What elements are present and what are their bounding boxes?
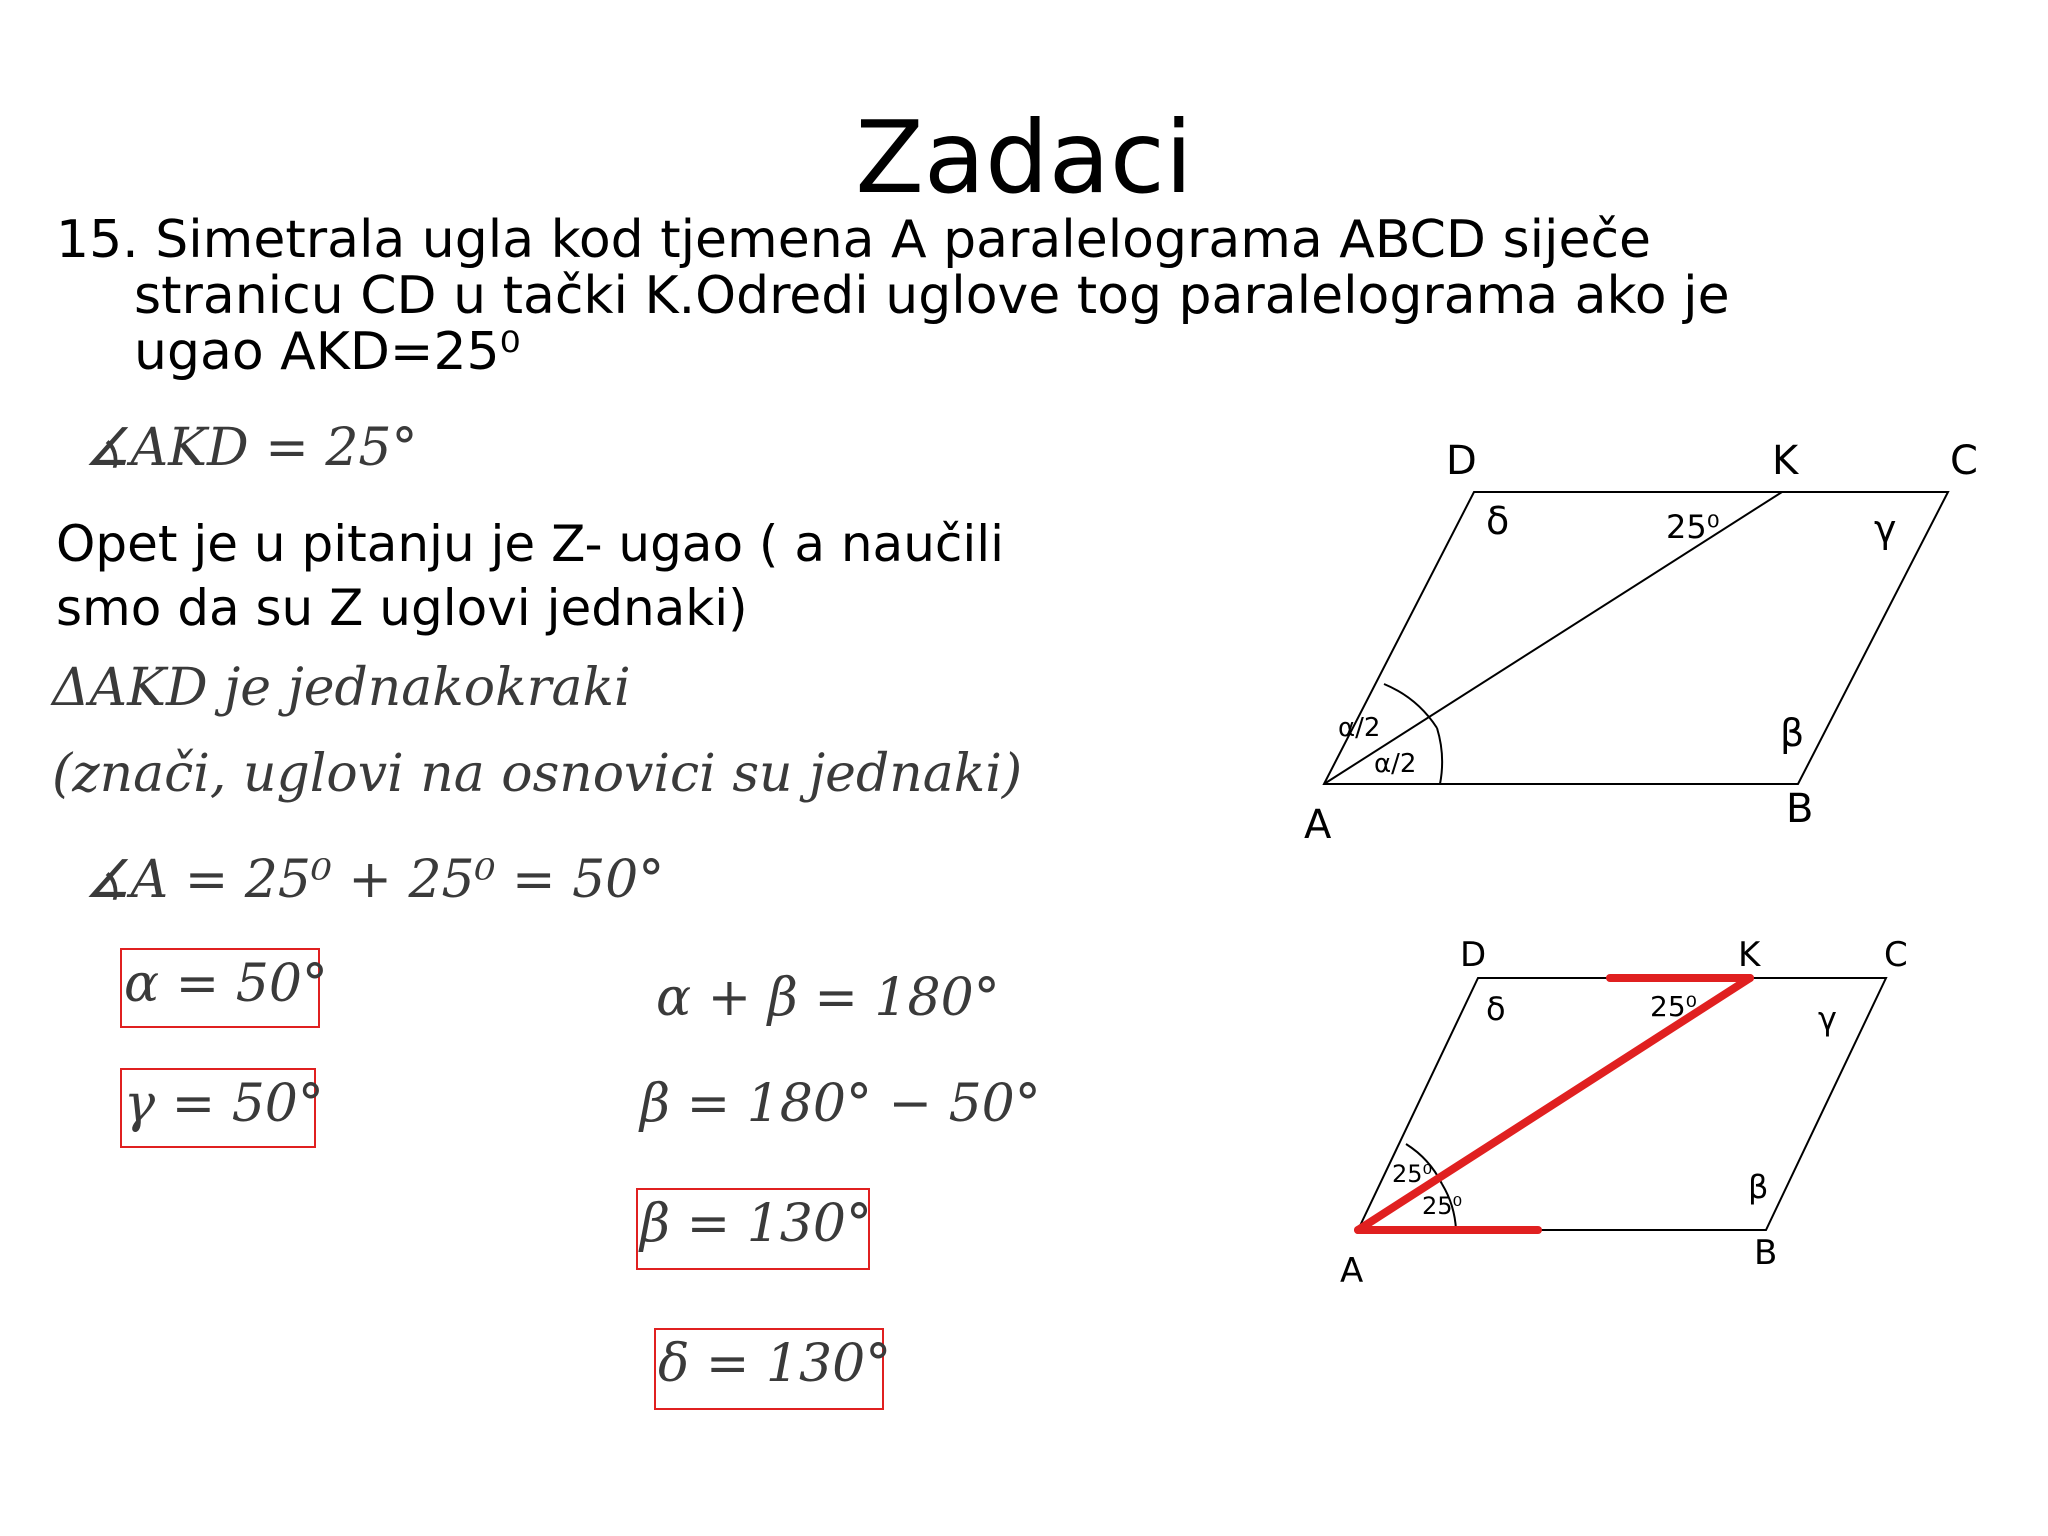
delta-result: δ = 130° xyxy=(658,1334,892,1394)
angle-akd-formula: ∡AKD = 25° xyxy=(84,418,418,478)
angle-label-akd: 25⁰ xyxy=(1666,508,1720,546)
alpha-result: α = 50° xyxy=(124,954,328,1014)
angle-a-lower-label: 25⁰ xyxy=(1422,1192,1463,1220)
angle-a-upper-label: 25⁰ xyxy=(1392,1160,1433,1188)
angle-sum-formula: α + β = 180° xyxy=(656,968,1000,1028)
angle-label-gamma: γ xyxy=(1818,1000,1837,1038)
vertex-label-c: C xyxy=(1950,438,1978,484)
angle-arc-upper xyxy=(1384,684,1437,728)
angle-arc-lower xyxy=(1437,728,1442,784)
problem-line-3: ugao AKD=25⁰ xyxy=(134,322,521,382)
explanation-text xyxy=(56,512,1004,640)
vertex-label-a: A xyxy=(1340,1251,1364,1290)
angle-a-formula: ∡A = 25⁰ + 25⁰ = 50° xyxy=(84,850,665,910)
half-alpha-lower-label: α/2 xyxy=(1374,749,1417,779)
explanation-line-1: Opet je u pitanju je Z- ugao ( a naučili xyxy=(56,515,1005,573)
half-alpha-upper-label: α/2 xyxy=(1338,713,1381,743)
beta-result: β = 130° xyxy=(640,1194,872,1254)
angle-label-beta: β xyxy=(1748,1168,1769,1206)
triangle-statement: ΔAKD je jednakokraki xyxy=(52,658,631,718)
problem-line-2: stranicu CD u tački K.Odredi uglove tog paralelograma ako je xyxy=(134,266,1730,326)
angle-label-delta: δ xyxy=(1486,990,1506,1028)
problem-statement xyxy=(56,212,1956,380)
vertex-label-k: K xyxy=(1772,438,1799,484)
vertex-label-b: B xyxy=(1754,1233,1778,1273)
angle-label-gamma: γ xyxy=(1874,507,1897,551)
page-title: Zadaci xyxy=(855,99,1193,216)
vertex-label-d: D xyxy=(1446,438,1477,484)
explanation-line-2: smo da su Z uglovi jednaki) xyxy=(56,579,748,637)
angle-label-delta: δ xyxy=(1486,499,1510,543)
angle-label-beta: β xyxy=(1780,711,1805,755)
vertex-label-a: A xyxy=(1304,802,1332,848)
triangle-note: (znači, uglovi na osnovici su jednaki) xyxy=(52,744,1023,804)
parallelogram-diagram-1 xyxy=(1290,430,2010,850)
vertex-label-d: D xyxy=(1460,935,1487,975)
vertex-label-b: B xyxy=(1786,786,1814,832)
vertex-label-k: K xyxy=(1738,935,1761,975)
vertex-label-c: C xyxy=(1884,935,1908,975)
parallelogram-outline xyxy=(1324,492,1948,784)
gamma-result: γ = 50° xyxy=(124,1074,324,1134)
problem-line-1: 15. Simetrala ugla kod tjemena A paralelograma ABCD siječe xyxy=(56,210,1652,270)
parallelogram-diagram-2 xyxy=(1330,930,1970,1290)
beta-calc-formula: β = 180° − 50° xyxy=(640,1074,1041,1134)
angle-label-akd: 25⁰ xyxy=(1650,990,1697,1023)
